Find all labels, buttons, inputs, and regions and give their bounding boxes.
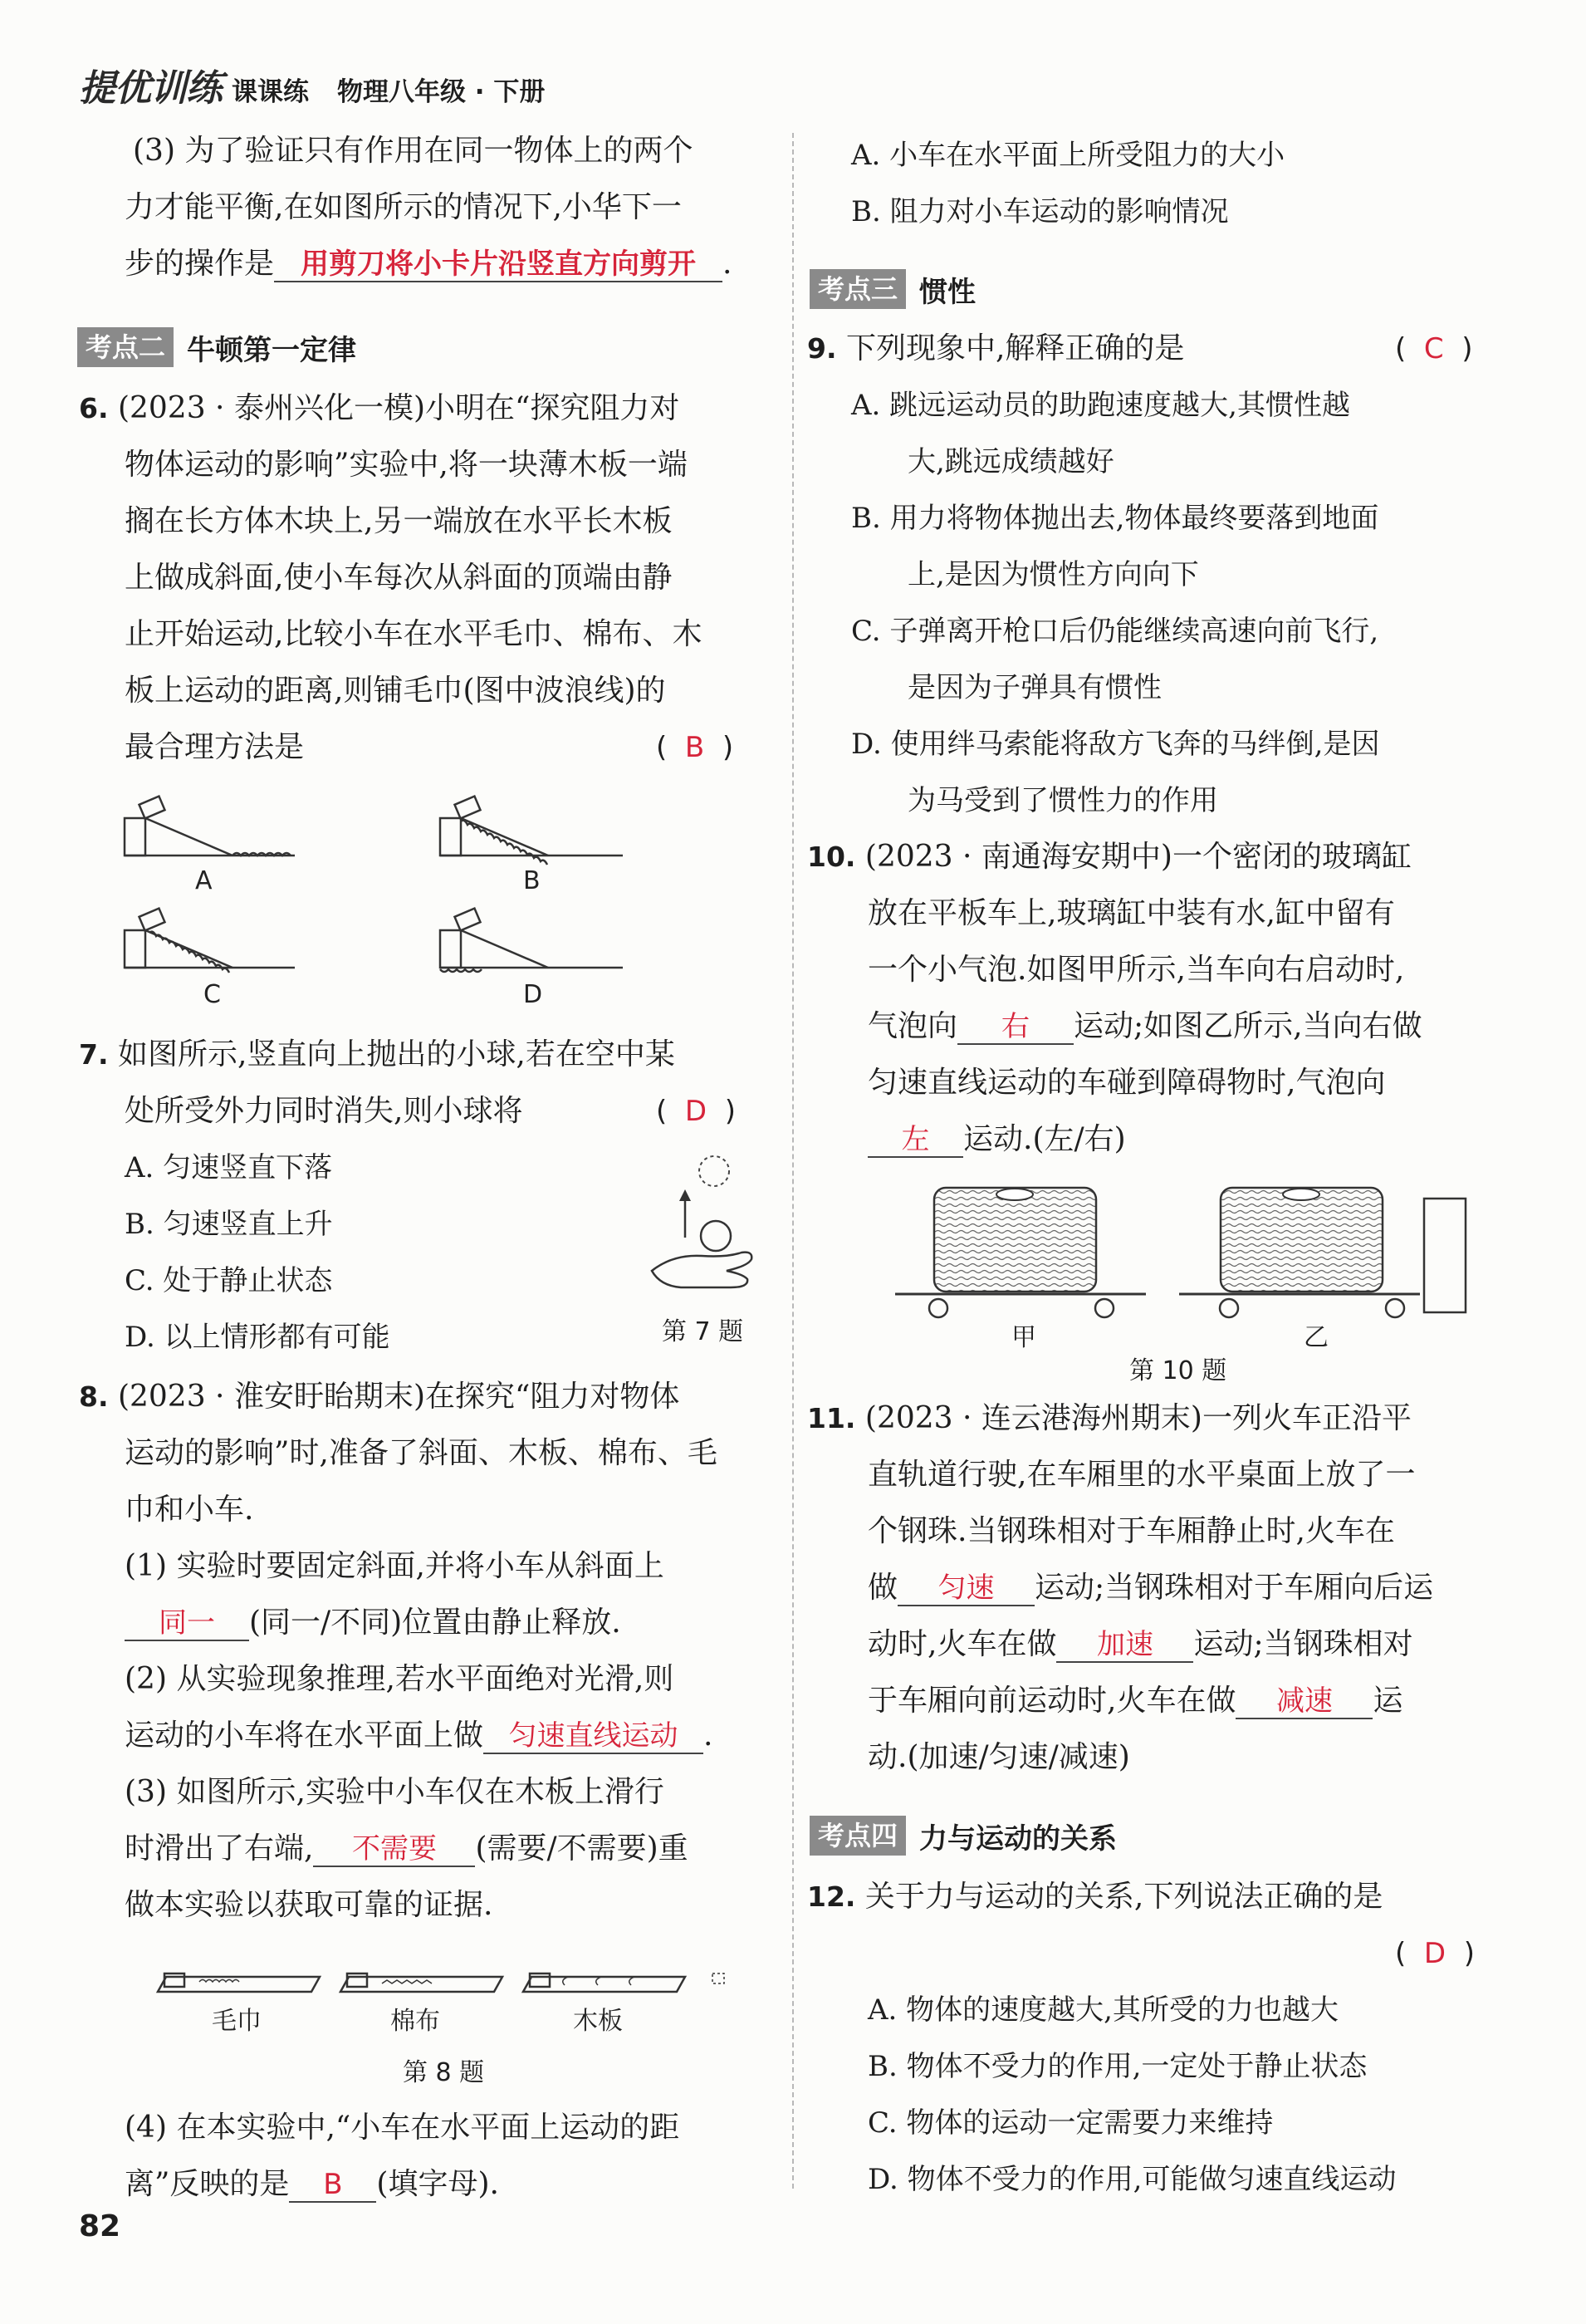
q8-s3-line3: 做本实验以获取可靠的证据. [125,1888,493,1922]
fig10-label-jia: 甲 [1011,1323,1036,1352]
q11-answer-2: 加速 [1056,1628,1193,1663]
q6-line3: 搁在长方体木块上,另一端放在水平长木板 [125,504,673,538]
q7-figure [639,1146,772,1304]
q8-line3: 巾和小车. [125,1493,254,1527]
q10-number: 10. [807,841,856,873]
q10-line3: 一个小气泡.如图甲所示,当车向右启动时, [868,953,1405,987]
section-2-heading [77,327,356,367]
q7-option-d: D. 以上情形都有可能 [125,1321,390,1354]
q8-line1 [79,1379,679,1415]
q8-text1: (2023 · 淮安盱眙期末)在探究“阻力对物体 [117,1380,680,1414]
q9-line1 [807,331,1184,367]
q10-answer-1: 右 [957,1010,1074,1045]
q8-s3-text: 时滑出了右端, [125,1831,314,1866]
figure-d [440,909,623,972]
q12-number: 12. [807,1880,856,1913]
q11-line5 [868,1626,1413,1663]
figure-a [125,797,295,856]
q11-line2: 直轨道行驶,在车厢里的水平桌面上放了一 [868,1458,1416,1492]
q8-s4-line2 [125,2166,499,2203]
q8-caption: 第 8 题 [403,2058,485,2087]
q12-option-c: C. 物体的运动一定需要力来维持 [868,2106,1274,2140]
q12-answer: D [1423,1937,1446,1970]
section-4-heading [810,1816,1117,1856]
q6-answer-bracket: ( B ) [656,731,734,764]
q6-line1 [79,390,679,427]
q11-line4 [868,1570,1433,1606]
q6-number: 6. [79,392,109,424]
q11-answer-1: 匀速 [898,1571,1035,1606]
q9-answer-bracket: ( C ) [1395,332,1473,365]
q11-text6: 于车厢向前运动时,火车在做 [868,1684,1236,1718]
ball-icon [701,1221,731,1251]
q9-option-d2: 为马受到了惯性力的作用 [908,784,1218,817]
q11-number: 11. [807,1402,856,1434]
q8-s3-text2: (需要/不需要)重 [475,1831,688,1866]
q8-option-a: A. 小车在水平面上所受阻力的大小 [851,139,1285,172]
q10-line6 [868,1121,1126,1158]
page-number: 82 [79,2209,121,2243]
q12-text1: 关于力与运动的关系,下列说法正确的是 [864,1880,1383,1914]
q10-line2: 放在平板车上,玻璃缸中装有水,缸中留有 [868,896,1395,930]
q5-line1: (3) 为了验证只有作用在同一物体上的两个 [133,134,693,168]
q7-answer-bracket: ( D ) [656,1095,736,1128]
q8-s1-text: (同一/不同)位置由静止释放. [249,1606,621,1640]
q5-line2: 力才能平衡,在如图所示的情况下,小华下一 [125,190,682,224]
q9-answer: C [1423,332,1444,365]
q6-text1: (2023 · 泰州兴化一模)小明在“探究阻力对 [117,391,680,425]
q8-s3-line1: (3) 如图所示,实验中小车仅在木板上滑行 [125,1775,664,1809]
q11-line3: 个钢珠.当钢珠相对于车厢静止时,火车在 [868,1514,1395,1548]
q11-text6b: 运 [1373,1684,1403,1718]
q8-s1-line1: (1) 实验时要固定斜面,并将小车从斜面上 [125,1549,664,1583]
hand-icon [652,1253,751,1287]
q9-option-a1: A. 跳远运动员的助跑速度越大,其惯性越 [851,389,1350,422]
q8-s1-line2 [125,1605,621,1641]
figure-a-label: A [195,866,213,895]
q12-answer-bracket: ( D ) [1395,1937,1475,1970]
q10-line1 [807,839,1412,875]
obstacle [1424,1199,1466,1312]
q6-line4: 上做成斜面,使小车每次从斜面的顶端由静 [125,561,673,595]
q10-line5: 匀速直线运动的车碰到障碍物时,气泡向 [868,1066,1386,1100]
fig8-label-towel: 毛巾 [212,2007,262,2036]
q10-caption: 第 10 题 [1129,1356,1227,1385]
q8-line2: 运动的影响”时,准备了斜面、木板、棉布、毛 [125,1436,717,1470]
q9-option-b2: 上,是因为惯性方向向下 [908,558,1199,591]
brand-logo: 提优训练 [79,67,222,110]
q5-text: 步的操作是 [125,247,275,281]
q9-number: 9. [807,332,837,365]
q9-option-d1: D. 使用绊马索能将敌方飞奔的马绊倒,是因 [851,728,1380,761]
fig8-label-cotton: 棉布 [390,2007,440,2036]
section-4-title: 力与运动的关系 [919,1821,1118,1856]
header-series: 课课练 [232,77,309,107]
section-3-heading [810,269,976,309]
q10-text4b: 运动;如图乙所示,当向右做 [1074,1009,1422,1043]
fig8-label-board: 木板 [573,2007,623,2036]
figure-b-label: B [523,866,541,895]
section-3-tag: 考点三 [810,269,906,309]
q6-line7: 最合理方法是 [125,730,305,764]
q11-text4b: 运动;当钢珠相对于车厢向后运 [1035,1571,1434,1605]
q12-option-d: D. 物体不受力的作用,可能做匀速直线运动 [868,2163,1397,2196]
cart-jia [895,1188,1146,1317]
q10-text6: 运动.(左/右) [963,1122,1126,1156]
q8-s3-answer: 不需要 [313,1832,475,1867]
q7-caption: 第 7 题 [662,1317,744,1346]
q7-number: 7. [79,1038,109,1071]
q8-s2-line1: (2) 从实验现象推理,若水平面绝对光滑,则 [125,1662,674,1696]
q11-text1: (2023 · 连云港海州期末)一列火车正沿平 [864,1401,1412,1435]
q11-text5: 动时,火车在做 [868,1627,1057,1661]
ball-dashed-icon [699,1156,729,1186]
q8-s1-answer: 同一 [125,1606,249,1641]
q6-line2: 物体运动的影响”实验中,将一块薄木板一端 [125,448,688,482]
q11-line1 [807,1400,1412,1437]
q10-text4: 气泡向 [868,1009,958,1043]
q8-s4-answer: B [289,2168,376,2203]
q10-line4 [868,1008,1422,1045]
q8-s4-text: 离”反映的是 [125,2167,290,2201]
q6-answer: B [684,731,705,764]
q7-option-b: B. 匀速竖直上升 [125,1208,333,1241]
q8-s3-line2 [125,1831,688,1867]
q11-answer-3: 减速 [1236,1684,1373,1719]
header-book: 物理八年级 · 下册 [337,77,546,107]
q12-option-b: B. 物体不受力的作用,一定处于静止状态 [868,2050,1368,2083]
section-2-title: 牛顿第一定律 [187,333,357,367]
q8-number: 8. [79,1380,109,1413]
q10-figure [888,1175,1486,1354]
q9-option-a2: 大,跳远成绩越好 [908,445,1114,478]
q7-line1 [79,1037,675,1073]
q8-s2-line2 [125,1718,712,1754]
q9-text1: 下列现象中,解释正确的是 [845,331,1185,365]
figure-c [125,909,295,973]
q10-text1: (2023 · 南通海安期中)一个密闭的玻璃缸 [864,840,1412,874]
q6-figures [116,785,648,1009]
q5-line3 [125,246,732,282]
column-divider [792,133,794,2189]
q8-option-b: B. 阻力对小车运动的影响情况 [851,195,1229,228]
q7-option-a: A. 匀速竖直下落 [125,1151,333,1184]
figure-c-label: C [203,980,221,1009]
q12-option-a: A. 物体的速度越大,其所受的力也越大 [868,1993,1339,2027]
section-2-tag: 考点二 [77,327,174,367]
q11-text4: 做 [868,1571,898,1605]
section-3-title: 惯性 [919,275,977,309]
q9-option-c1: C. 子弹离开枪口后仍能继续高速向前飞行, [851,615,1379,648]
cart-yi [1179,1188,1466,1317]
fig10-label-yi: 乙 [1304,1323,1329,1352]
q11-line7: 动.(加速/匀速/减速) [868,1740,1130,1774]
q8-s2-period: . [703,1718,713,1753]
q8-s2-text: 运动的小车将在水平面上做 [125,1718,484,1753]
figure-b [440,797,623,865]
q9-option-c2: 是因为子弹具有惯性 [908,671,1162,704]
section-4-tag: 考点四 [810,1816,906,1856]
q7-option-c: C. 处于静止状态 [125,1264,333,1297]
q8-s4-text2: (填字母). [376,2167,499,2201]
q6-line6: 板上运动的距离,则铺毛巾(图中波浪线)的 [125,674,666,708]
bubble-icon-2 [1283,1189,1319,1200]
q9-option-b1: B. 用力将物体抛出去,物体最终要落到地面 [851,502,1379,535]
q7-text1: 如图所示,竖直向上抛出的小球,若在空中某 [117,1037,675,1071]
q6-line5: 止开始运动,比较小车在水平毛巾、棉布、木 [125,617,702,651]
q8-s2-answer: 匀速直线运动 [483,1719,703,1754]
page-header [79,58,545,116]
q7-answer: D [684,1095,707,1128]
q5-period: . [722,247,732,281]
q11-line6 [868,1683,1402,1719]
q12-line1 [807,1879,1383,1915]
q11-text5b: 运动;当钢珠相对 [1193,1627,1413,1661]
q5-answer: 用剪刀将小卡片沿竖直方向剪开 [274,248,722,282]
q10-answer-2: 左 [868,1123,963,1158]
bubble-icon [996,1189,1033,1200]
q8-s4-line1: (4) 在本实验中,“小车在水平面上运动的距 [125,2111,680,2145]
figure-d-label: D [523,980,543,1009]
q7-line2: 处所受外力同时消失,则小球将 [125,1094,523,1128]
q8-figure [149,1959,747,2050]
